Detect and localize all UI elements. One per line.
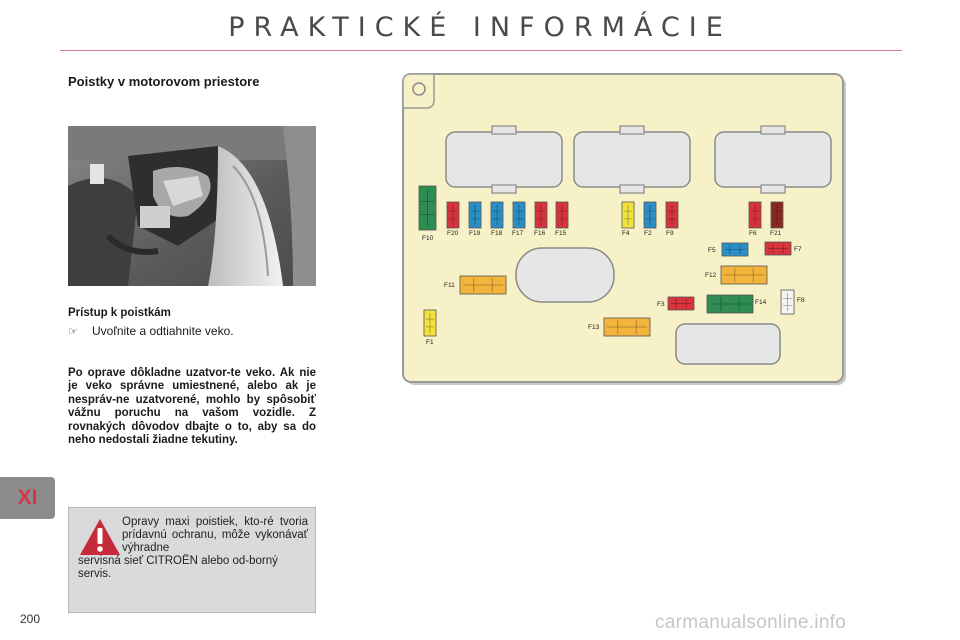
caution-paragraph: Po oprave dôkladne uzatvor-te veko. Ak nie je veko správne umiestnené, alebo ak je nespráv-ne uzatvorené, mohlo by spôsobiť vážnu poruchu na vašom vozidle. Z rovnakých dôvodov dbajte o to, aby sa do neho nedostali žiadne tekutiny. [68,367,316,447]
chapter-tab[interactable] [0,477,55,519]
fuse-f19 [469,202,481,237]
relay-slot-oval [516,248,614,302]
engine-photo-illustration [68,126,316,286]
page-number: 200 [20,612,41,626]
fuse-label: F20 [447,230,459,237]
info-box-text [78,516,308,581]
access-step-text: Uvoľnite a odtiahnite veko. [92,324,234,338]
fuse-label: F18 [491,230,503,237]
fuse-label: F4 [622,230,630,237]
fuse-f21 [770,202,783,237]
fuse-f17 [512,202,525,237]
fuse-label: F13 [588,324,600,331]
relay-slot-4 [676,324,780,364]
info-box-text-full: servisná sieť CITROËN alebo od-borný servis. [78,555,278,580]
fuse-f18 [491,202,503,237]
fuse-label: F15 [555,230,567,237]
info-box [68,507,316,613]
access-title: Prístup k poistkám [68,307,171,319]
fuse-f20 [447,202,459,237]
fuse-label: F5 [708,247,716,254]
relay-slot-1 [446,126,562,193]
fuse-label: F11 [444,282,455,289]
fuse-label: F6 [749,230,757,237]
fuse-label: F16 [534,230,546,237]
fuse-label: F2 [644,230,652,237]
fuse-f16 [534,202,547,237]
fuse-box-diagram [400,72,852,392]
fuse-label: F21 [770,230,782,237]
pointing-hand-icon: ☞ [68,325,78,338]
chapter-label: XI [17,486,38,509]
fuse-label: F19 [469,230,481,237]
fuse-label: F7 [794,246,802,253]
access-step [68,324,234,338]
fuse-label: F3 [657,301,665,308]
info-box-text-indented: Opravy maxi poistiek, kto-ré tvoria prídavnú ochranu, môže vykonávať výhradne [122,516,308,554]
fuse-label: F1 [426,339,434,346]
fuse-label: F12 [705,272,717,279]
relay-slot-3 [715,126,831,193]
fuse-label: F9 [666,230,674,237]
fuse-f15 [555,202,568,237]
page-header-title: PRAKTICKÉ INFORMÁCIE [228,12,732,43]
watermark: carmanualsonline.info [655,612,847,633]
mounting-tab [403,74,434,108]
fuse-label: F17 [512,230,524,237]
header-divider [60,50,902,51]
relay-slot-2 [574,126,690,193]
engine-compartment-photo [68,126,316,286]
fuse-label: F10 [422,235,434,242]
section-title: Poistky v motorovom priestore [68,74,260,89]
fuse-label: F14 [755,299,767,306]
fuse-label: F8 [797,297,805,304]
